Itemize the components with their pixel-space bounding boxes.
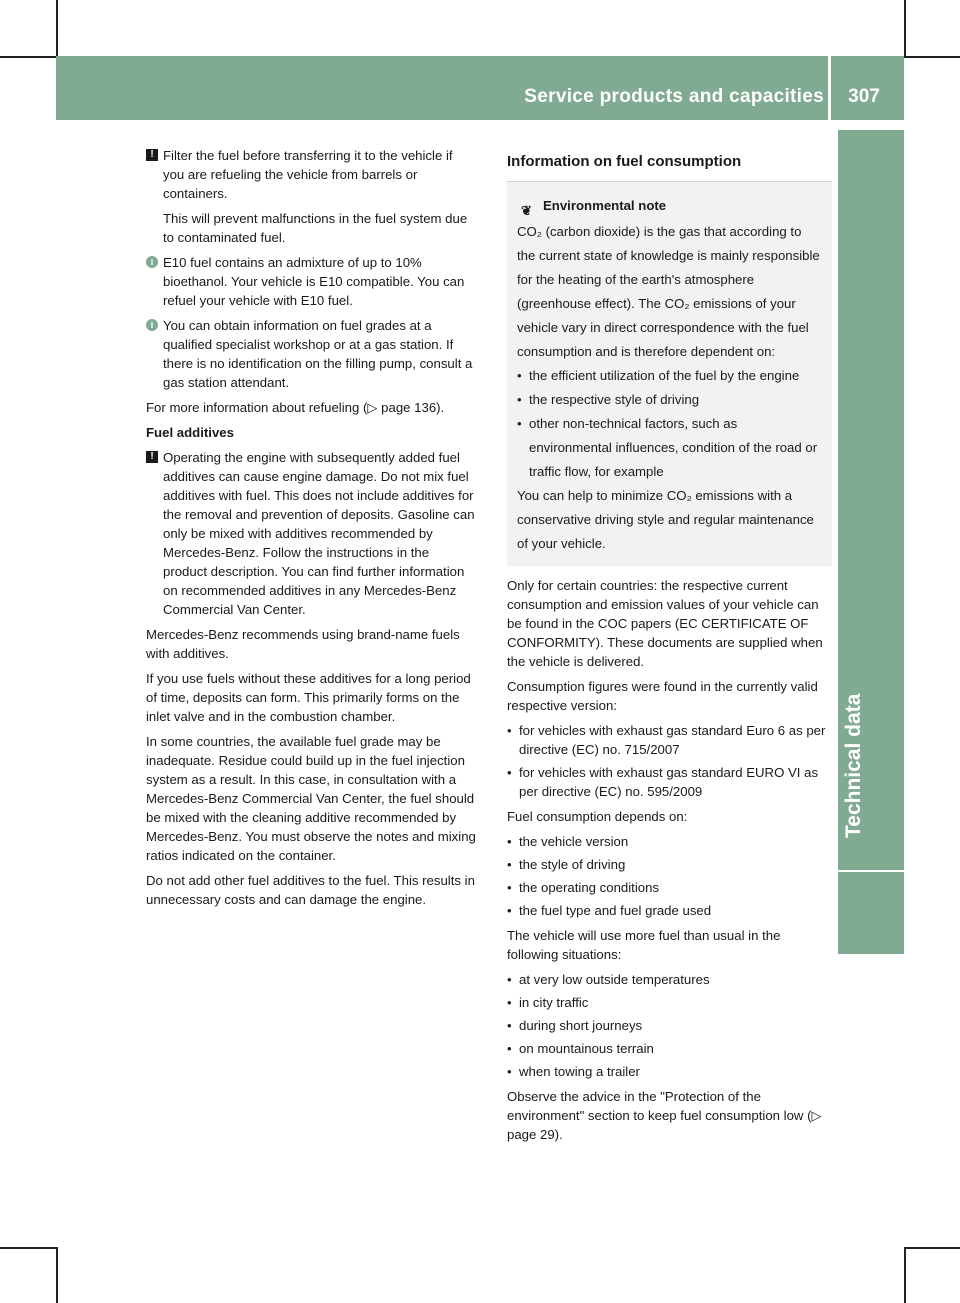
paragraph: Observe the advice in the "Protection of the environment" section to keep fuel consumption low (▷ page 29). <box>507 1089 822 1142</box>
list-item: • the vehicle version <box>507 832 832 851</box>
leaf-icon: ❦ <box>521 203 532 218</box>
warning-icon: ! <box>146 451 158 463</box>
environmental-note-title: ❦ Environmental note <box>517 194 822 218</box>
warning-icon: ! <box>146 149 158 161</box>
crop-mark <box>56 0 58 56</box>
environmental-note-box <box>507 181 832 566</box>
list-item: • the fuel type and fuel grade used <box>507 901 832 920</box>
paragraph: CO₂ (carbon dioxide) is the gas that according to the current state of knowledge is mainly responsible for the heating of the earth's atmosphere (greenhouse effect). The CO₂ emissions of your vehicle vary in direct correspondence with the fuel consumption and is therefore dependent on: <box>517 224 820 359</box>
bullet-list <box>507 832 832 920</box>
warning-note <box>146 146 476 247</box>
left-column <box>146 146 476 915</box>
list-item: • at very low outside temperatures <box>507 970 832 989</box>
list-item: • the style of driving <box>507 855 832 874</box>
paragraph: Only for certain countries: the respective current consumption and emission values of your vehicle can be found in the COC papers (EC CERTIFICATE OF CONFORMITY). These documents are supplied when the vehicle is delivered. <box>507 578 823 669</box>
crop-mark <box>904 56 960 58</box>
list-item: • on mountainous terrain <box>507 1039 832 1058</box>
paragraph: Mercedes-Benz recommends using brand-name fuels with additives. <box>146 627 460 661</box>
info-icon: i <box>146 319 158 331</box>
warning-text: Operating the engine with subsequently added fuel additives can cause engine damage. Do not mix fuel additives with fuel. This does not include additives for the removal and prevention of deposits. Gasoline can only be mixed with additives recommended by Mercedes-Benz. Follow the instructions in the product description. You can find further information on recommended additives in any Mercedes-Benz Commercial Van Center. <box>163 450 475 617</box>
header-divider <box>828 56 831 120</box>
crop-mark <box>904 1247 960 1249</box>
section-heading: Information on fuel consumption <box>507 153 742 170</box>
list-item: • for vehicles with exhaust gas standard Euro 6 as per directive (EC) no. 715/2007 <box>507 721 832 759</box>
section-heading: Fuel additives <box>146 425 234 440</box>
paragraph: If you use fuels without these additives for a long period of time, deposits can form. This primarily forms on the inlet valve and in the combustion chamber. <box>146 671 471 724</box>
info-note <box>146 253 476 310</box>
info-note <box>146 316 476 392</box>
crop-mark <box>904 0 906 56</box>
paragraph: You can help to minimize CO₂ emissions with a conservative driving style and regular maintenance of your vehicle. <box>517 488 814 551</box>
page-header-title: Service products and capacities <box>524 86 824 107</box>
list-item: • the operating conditions <box>507 878 832 897</box>
list-item: • the efficient utilization of the fuel by the engine <box>517 364 822 388</box>
page-number: 307 <box>848 86 880 107</box>
crop-mark <box>904 1247 906 1303</box>
bullet-list <box>517 364 822 484</box>
bullet-list <box>507 970 832 1081</box>
bullet-list <box>507 721 832 801</box>
paragraph: In some countries, the available fuel grade may be inadequate. Residue could build up in the fuel injection system as a result. In this case, in consultation with a Mercedes-Benz Commercial Van Center, the fuel should be mixed with the cleaning additive recommended by Mercedes-Benz. You must observe the notes and mixing ratios indicated on the container. <box>146 734 476 863</box>
list-item: • when towing a trailer <box>507 1062 832 1081</box>
list-item: • other non-technical factors, such as environmental influences, condition of the road or traffic flow, for example <box>517 412 822 484</box>
warning-text: Filter the fuel before transferring it to the vehicle if you are refueling the vehicle from barrels or containers. <box>163 148 453 201</box>
list-item: • during short journeys <box>507 1016 832 1035</box>
right-column <box>507 152 832 1150</box>
paragraph: Do not add other fuel additives to the fuel. This results in unnecessary costs and can damage the engine. <box>146 873 475 907</box>
side-tab-label <box>842 818 866 838</box>
warning-note <box>146 448 476 619</box>
paragraph: Consumption figures were found in the currently valid respective version: <box>507 679 818 713</box>
side-tab-marker <box>838 872 904 954</box>
paragraph: Fuel consumption depends on: <box>507 809 688 824</box>
list-item: • for vehicles with exhaust gas standard EURO VI as per directive (EC) no. 595/2009 <box>507 763 832 801</box>
list-item: • in city traffic <box>507 993 832 1012</box>
list-item: • the respective style of driving <box>517 388 822 412</box>
info-text: E10 fuel contains an admixture of up to 10% bioethanol. Your vehicle is E10 compatible. You can refuel your vehicle with E10 fuel. <box>163 255 465 308</box>
crop-mark <box>56 1247 58 1303</box>
crop-mark <box>0 56 56 58</box>
paragraph: The vehicle will use more fuel than usual in the following situations: <box>507 928 781 962</box>
info-text: You can obtain information on fuel grades at a qualified specialist workshop or at a gas station. If there is no identification on the filling pump, consult a gas station attendant. <box>163 318 473 390</box>
info-icon: i <box>146 256 158 268</box>
crop-mark <box>0 1247 56 1249</box>
warning-text: This will prevent malfunctions in the fuel system due to contaminated fuel. <box>163 211 468 245</box>
refueling-reference: For more information about refueling (▷ page 136). <box>146 400 445 415</box>
